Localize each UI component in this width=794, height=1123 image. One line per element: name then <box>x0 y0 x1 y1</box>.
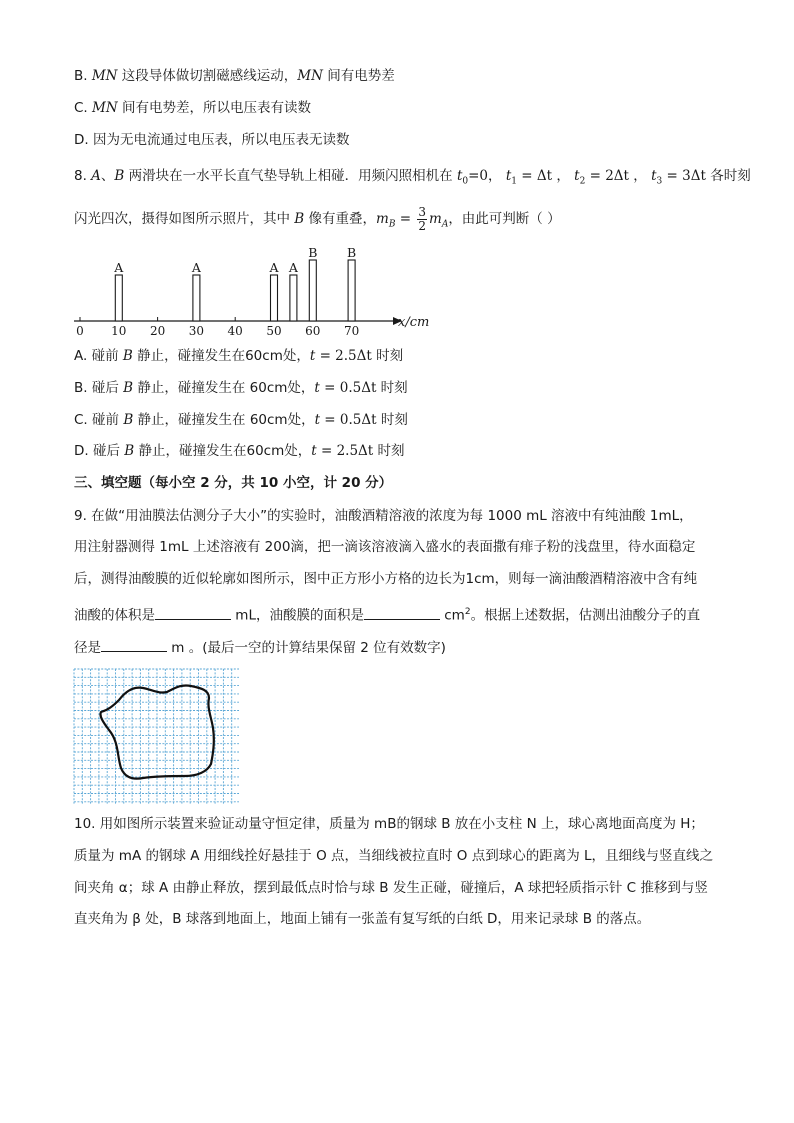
slider-label: A <box>269 260 279 275</box>
answer-blank-diameter[interactable] <box>101 637 167 652</box>
slider-image-b <box>309 260 316 321</box>
q9-line1: 9. 在做“用油膜法估测分子大小”的实验时，油酸酒精溶液的浓度为每 1000 mL 溶液中有纯油酸 1mL， <box>74 508 693 524</box>
section-heading: 三、填空题（每小空 2 分，共 10 小空，计 20 分） <box>74 475 393 491</box>
q10-line3: 间夹角 α；球 A 由静止释放，摆到最低点时恰与球 B 发生正碰，碰撞后，A 球把轻质指示针 C 推移到与竖 <box>74 880 708 896</box>
tick-label: 20 <box>149 324 166 338</box>
q8-stem-line1: 8. A、B 两滑块在一水平长直气垫导轨上相碰．用频闪照相机在 $t_0=0$， $t_1 = \Delta t$ ， $t_2 = 2\Delta t$ ， $t_3 = 3\Delta t$ 各时刻 <box>74 168 751 187</box>
slider-label: A <box>191 260 201 275</box>
x-axis-label: x/cm <box>398 315 430 330</box>
tick-label: 10 <box>111 324 127 338</box>
q10-line2: 质量为 mA 的钢球 A 用细线拴好悬挂于 O 点，当细线被拉直时 O 点到球心的距离为 L，且细线与竖直线之 <box>74 848 714 864</box>
tick-label: 0 <box>76 324 84 338</box>
slider-label: A <box>288 260 298 275</box>
q7-option-b: B. MN 这段导体做切割磁感线运动，MN 间有电势差 <box>74 68 395 84</box>
tick-label: 50 <box>266 324 282 338</box>
q10-line1: 10. 用如图所示装置来验证动量守恒定律，质量为 mB的钢球 B 放在小支柱 N 上，球心离地面高度为 H； <box>74 816 704 832</box>
fraction-three-halves: $\frac{3}{2}$ <box>418 204 426 233</box>
answer-blank-area[interactable] <box>364 605 440 620</box>
slider-label: A <box>114 260 124 275</box>
q8-option-d: D. 碰后 B 静止，碰撞发生在60cm处，t = 2.5Δt 时刻 <box>74 443 405 459</box>
oil-film-grid-figure <box>73 668 241 806</box>
slider-label: B <box>347 245 357 260</box>
tick-label: 70 <box>343 324 360 338</box>
q7-option-d: D. 因为无电流通过电压表，所以电压表无读数 <box>74 132 350 148</box>
q8-stem-line2: 闪光四次，摄得如图所示照片，其中 B 像有重叠，$m_B$ = $\frac{3}{2}$ $m_A$，由此可判断（ ） <box>74 204 561 233</box>
tick-label: 40 <box>227 324 243 338</box>
slider-image-a <box>115 275 122 321</box>
tick-label: 60 <box>305 324 321 338</box>
flash-photo-figure <box>68 236 448 340</box>
answer-blank-volume[interactable] <box>155 605 231 620</box>
q8-option-b: B. 碰后 B 静止，碰撞发生在 60cm处，t = 0.5Δt 时刻 <box>74 380 408 396</box>
slider-image-a <box>271 275 278 321</box>
slider-image-a <box>193 275 200 321</box>
slider-image-a <box>290 275 297 321</box>
q9-line4: 油酸的体积是 mL，油酸膜的面积是 $cm^2$。根据上述数据，估测出油酸分子的直 <box>74 602 700 626</box>
q9-line2: 用注射器测得 1mL 上述溶液有 200滴，把一滴该溶液滴入盛水的表面撒有痱子粉的浅盘里，待水面稳定 <box>74 539 696 555</box>
slider-label: B <box>308 245 318 260</box>
tick-label: 30 <box>188 324 205 338</box>
q7-option-c: C. MN 间有电势差，所以电压表有读数 <box>74 100 311 116</box>
q10-line4: 直夹角为 β 处，B 球落到地面上，地面上铺有一张盖有复写纸的白纸 D，用来记录球 B 的落点。 <box>74 911 651 927</box>
q9-line3: 后，测得油酸膜的近似轮廓如图所示，图中正方形小方格的边长为1cm，则每一滴油酸酒精溶液中含有纯 <box>74 571 698 587</box>
q8-option-a: A. 碰前 B 静止，碰撞发生在60cm处，t = 2.5Δt 时刻 <box>74 348 404 364</box>
q9-line5: 径是 m 。(最后一空的计算结果保留 2 位有效数字) <box>74 637 446 658</box>
slider-image-b <box>348 260 355 321</box>
q8-option-c: C. 碰前 B 静止，碰撞发生在 60cm处，t = 0.5Δt 时刻 <box>74 412 408 428</box>
